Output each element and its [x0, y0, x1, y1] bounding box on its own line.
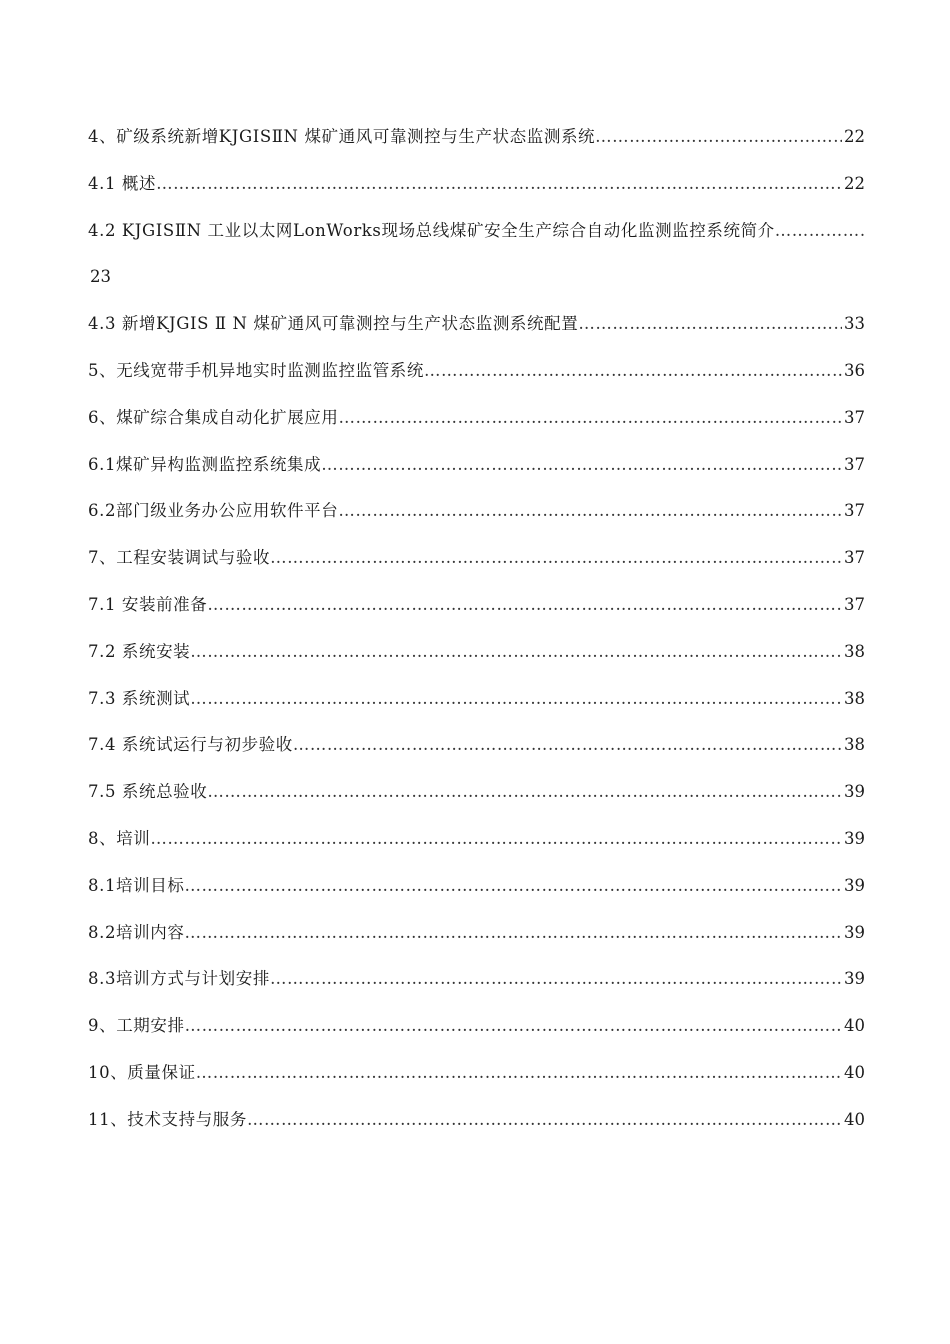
- toc-entry[interactable]: [88, 1056, 865, 1103]
- toc-page-number: 38: [844, 688, 865, 708]
- toc-leader-dots: [184, 916, 842, 950]
- toc-leader-dots: [190, 682, 842, 716]
- toc-entry-title: 6、煤矿综合集成自动化扩展应用: [88, 407, 339, 427]
- toc-page-number: 37: [844, 501, 865, 521]
- toc-entry[interactable]: [88, 635, 865, 682]
- toc-page-number: 39: [844, 782, 865, 802]
- toc-entry-title: 8.3培训方式与计划安排: [88, 969, 270, 989]
- toc-page-number: 40: [844, 1109, 865, 1129]
- toc-entry-title: 4.2 KJGISⅡN 工业以太网LonWorks现场总线煤矿安全生产综合自动化监测监控系统简介: [88, 220, 775, 240]
- toc-leader-dots: [184, 869, 842, 903]
- toc-entry-title: 7、工程安装调试与验收: [88, 548, 271, 568]
- toc-entry-title: 4、矿级系统新增KJGISⅡN 煤矿通风可靠测控与生产状态监测系统: [88, 127, 596, 146]
- toc-entry-title: 7.1 安装前准备: [88, 594, 208, 614]
- toc-entry-title: 7.4 系统试运行与初步验收: [88, 735, 293, 755]
- toc-leader-dots: [424, 354, 842, 388]
- toc-entry[interactable]: [88, 448, 865, 495]
- toc-entry[interactable]: [88, 167, 865, 214]
- toc-entry[interactable]: [88, 494, 865, 541]
- toc-leader-dots: [207, 588, 842, 622]
- toc-page-number: 40: [844, 1062, 865, 1082]
- toc-leader-dots: [339, 401, 843, 435]
- toc-page-number: 38: [844, 641, 865, 661]
- toc-page-number: 33: [844, 314, 865, 334]
- toc-entry-title: 4.3 新增KJGIS Ⅱ N 煤矿通风可靠测控与生产状态监测系统配置: [88, 314, 579, 334]
- toc-leader-dots: [156, 167, 842, 201]
- toc-leader-dots: [578, 307, 842, 341]
- toc-entry-title: 7.5 系统总验收: [88, 782, 208, 802]
- toc-entry[interactable]: [88, 962, 865, 1009]
- toc-entry-title: 8、培训: [88, 828, 151, 848]
- toc-entry[interactable]: [88, 541, 865, 588]
- toc-entry-title: 7.2 系统安装: [88, 641, 191, 661]
- toc-entry[interactable]: [88, 354, 865, 401]
- toc-entry[interactable]: [88, 307, 865, 354]
- toc-page-number: 40: [844, 1016, 865, 1036]
- toc-entry[interactable]: [88, 401, 865, 448]
- toc-entry-title: 11、技术支持与服务: [88, 1109, 247, 1129]
- toc-leader-dots: [775, 214, 865, 261]
- toc-page-number: 38: [844, 735, 865, 755]
- toc-page-number: 37: [844, 594, 865, 614]
- toc-leader-dots: [247, 1103, 842, 1137]
- toc-entry[interactable]: [88, 214, 865, 308]
- toc-entry-title: 4.1 概述: [88, 173, 157, 193]
- toc-entry[interactable]: [88, 822, 865, 869]
- toc-leader-dots: [185, 1009, 842, 1043]
- toc-leader-dots: [270, 962, 842, 996]
- toc-entry[interactable]: [88, 728, 865, 775]
- toc-entry[interactable]: [88, 1103, 865, 1150]
- toc-leader-dots: [338, 494, 842, 528]
- toc-page-number: 37: [844, 407, 865, 427]
- toc-leader-dots: [595, 120, 842, 154]
- toc-entry[interactable]: [88, 120, 865, 167]
- toc-entry-title: 7.3 系统测试: [88, 688, 191, 708]
- table-of-contents: [88, 120, 865, 1150]
- toc-entry-title: 9、工期安排: [88, 1016, 185, 1036]
- toc-entry[interactable]: [88, 916, 865, 963]
- toc-leader-dots: [321, 448, 842, 482]
- toc-page-number: 39: [844, 828, 865, 848]
- toc-leader-dots: [196, 1056, 842, 1090]
- toc-entry-title: 8.1培训目标: [88, 875, 185, 895]
- toc-entry-title: 10、质量保证: [88, 1062, 196, 1082]
- toc-leader-dots: [150, 822, 842, 856]
- toc-entry-title: 6.2部门级业务办公应用软件平台: [88, 501, 339, 521]
- toc-entry-title: 8.2培训内容: [88, 922, 185, 942]
- toc-page-number: 39: [844, 922, 865, 942]
- toc-page-number: 39: [844, 969, 865, 989]
- toc-entry[interactable]: [88, 869, 865, 916]
- toc-page-number: 23: [90, 267, 111, 287]
- toc-page-number: 39: [844, 875, 865, 895]
- toc-leader-dots: [270, 541, 842, 575]
- toc-entry-title: 5、无线宽带手机异地实时监测监控监管系统: [88, 360, 424, 380]
- toc-page-number: 22: [844, 127, 865, 146]
- toc-entry[interactable]: [88, 775, 865, 822]
- toc-entry[interactable]: [88, 1009, 865, 1056]
- toc-page-number: 36: [844, 360, 865, 380]
- toc-entry-title: 6.1煤矿异构监测监控系统集成: [88, 454, 322, 474]
- toc-entry[interactable]: [88, 682, 865, 729]
- toc-leader-dots: [293, 728, 842, 762]
- toc-leader-dots: [207, 775, 842, 809]
- toc-page-number: 22: [844, 173, 865, 193]
- toc-page-number: 37: [844, 548, 865, 568]
- toc-page-number: 37: [844, 454, 865, 474]
- toc-entry[interactable]: [88, 588, 865, 635]
- toc-leader-dots: [190, 635, 842, 669]
